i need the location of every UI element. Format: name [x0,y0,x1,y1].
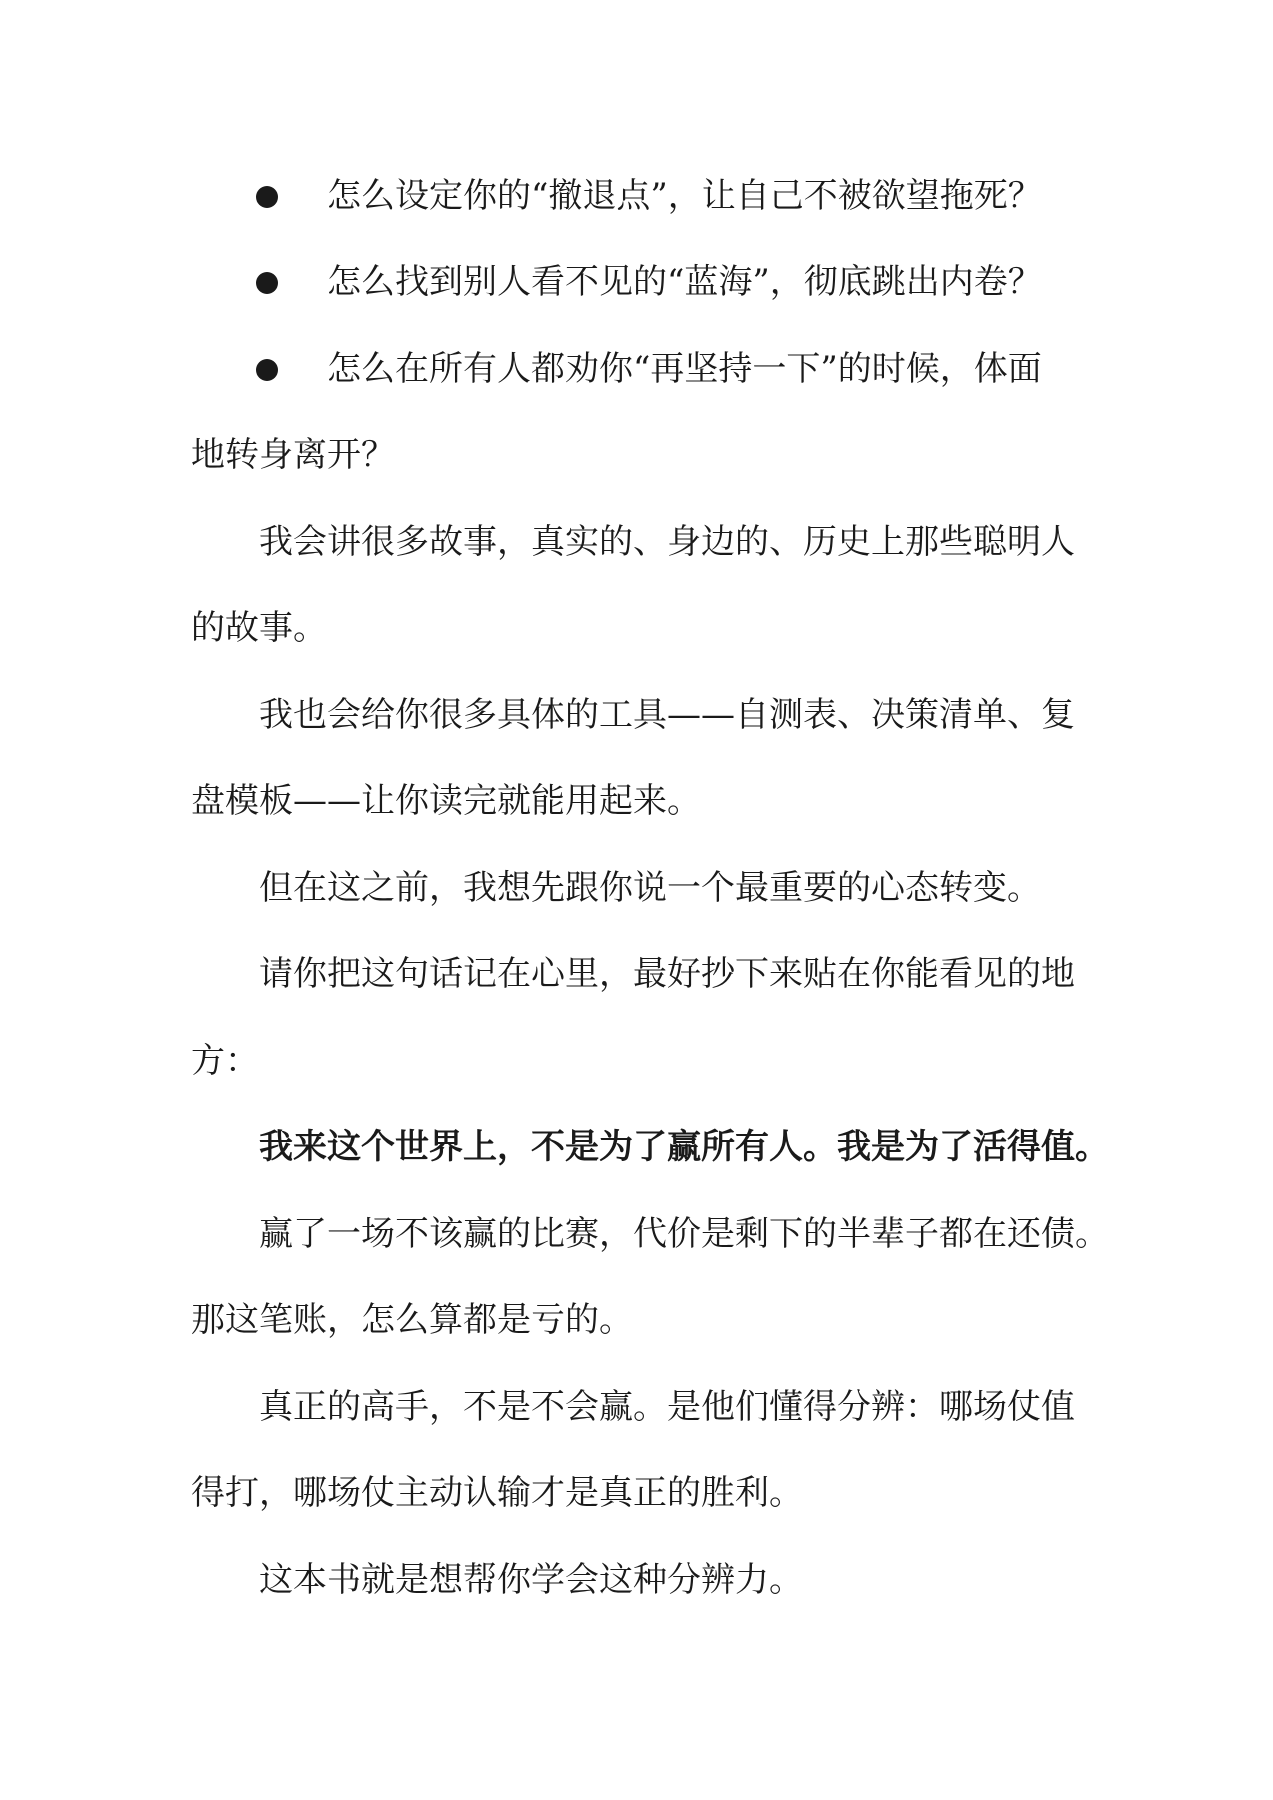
key-quote: 我来这个世界上，不是为了赢所有人。我是为了活得值。 [259,1127,1109,1167]
bullet-item: 怎么设定你的“撤退点”，让自己不被欲望拖死？ [327,176,1042,216]
paragraph-line: 我也会给你很多具体的工具——自测表、决策清单、复 [259,695,1075,735]
bullet-dot-icon [256,186,278,208]
paragraph-line: 得打，哪场仗主动认输才是真正的胜利。 [191,1473,803,1513]
paragraph-line: 盘模板——让你读完就能用起来。 [191,781,701,821]
bullet-dot-icon [256,359,278,381]
bullet-continuation: 地转身离开？ [191,435,395,475]
paragraph-line: 这本书就是想帮你学会这种分辨力。 [259,1560,803,1600]
paragraph-line: 真正的高手，不是不会赢。是他们懂得分辨：哪场仗值 [259,1387,1075,1427]
paragraph-line: 我会讲很多故事，真实的、身边的、历史上那些聪明人 [259,522,1075,562]
bullet-item: 怎么在所有人都劝你“再坚持一下”的时候，体面 [327,349,1042,389]
paragraph-line: 请你把这句话记在心里，最好抄下来贴在你能看见的地 [259,954,1075,994]
bullet-dot-icon [256,272,278,294]
bullet-item: 怎么找到别人看不见的“蓝海”，彻底跳出内卷？ [327,262,1042,302]
paragraph-line: 但在这之前，我想先跟你说一个最重要的心态转变。 [259,868,1041,908]
paragraph-line: 赢了一场不该赢的比赛，代价是剩下的半辈子都在还债。 [259,1214,1109,1254]
paragraph-line: 的故事。 [191,608,327,648]
paragraph-line: 方： [191,1041,259,1081]
paragraph-line: 那这笔账，怎么算都是亏的。 [191,1300,633,1340]
